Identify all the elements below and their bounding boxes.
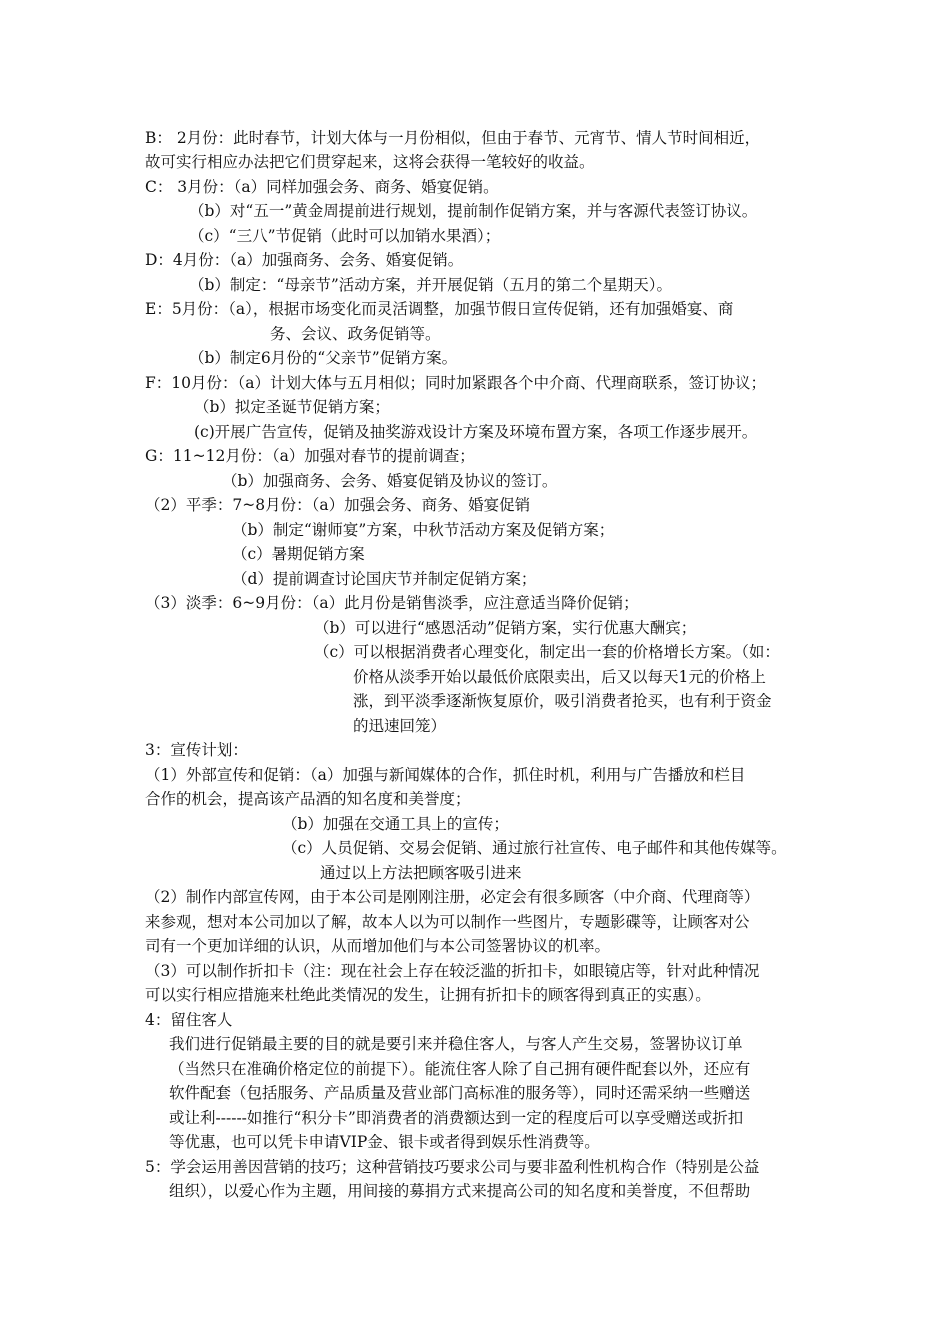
text-line: （c）人员促销、交易会促销、通过旅行社宣传、电子邮件和其他传媒等。 bbox=[282, 839, 787, 857]
text-line: 或让利------如推行“积分卡”即消费者的消费额达到一定的程度后可以享受赠送或折扣 bbox=[169, 1109, 744, 1127]
text-line: E：5月份：（a），根据市场变化而灵活调整，加强节假日宣传促销，还有加强婚宴、商 bbox=[145, 300, 734, 318]
text-line: 软件配套（包括服务、产品质量及营业部门高标准的服务等），同时还需采纳一些赠送 bbox=[169, 1084, 751, 1102]
text-line: （3）淡季：6~9月份：（a）此月份是销售淡季，应注意适当降价促销； bbox=[145, 594, 639, 612]
text-line: （c）暑期促销方案 bbox=[232, 545, 365, 563]
text-line: 3：宣传计划： bbox=[145, 741, 248, 759]
text-line: G：11~12月份：（a）加强对春节的提前调查； bbox=[145, 447, 475, 465]
text-line: （b）制定“谢师宴”方案，中秋节活动方案及促销方案； bbox=[232, 521, 615, 539]
text-line: F：10月份：（a）计划大体与五月相似；同时加紧跟各个中介商、代理商联系，签订协议； bbox=[145, 374, 766, 392]
text-line: （2）平季：7~8月份：（a）加强会务、商务、婚宴促销 bbox=[145, 496, 531, 514]
text-line: （当然只在准确价格定位的前提下）。能流住客人除了自己拥有硬件配套以外，还应有 bbox=[169, 1060, 751, 1078]
text-line: B： 2月份：此时春节，计划大体与一月份相似，但由于春节、元宵节、情人节时间相近， bbox=[145, 129, 761, 147]
text-line: （3）可以制作折扣卡（注：现在社会上存在较泛滥的折扣卡，如眼镜店等，针对此种情况 bbox=[145, 962, 760, 980]
text-line: （c）“三八”节促销（此时可以加销水果酒）； bbox=[189, 227, 501, 245]
text-line: 通过以上方法把顾客吸引进来 bbox=[320, 864, 522, 882]
text-line: 4：留住客人 bbox=[145, 1011, 233, 1029]
text-line: 可以实行相应措施来杜绝此类情况的发生，让拥有折扣卡的顾客得到真正的实惠）。 bbox=[145, 986, 711, 1004]
text-line: 的迅速回笼） bbox=[353, 717, 447, 735]
text-line: （b）加强商务、会务、婚宴促销及协议的签订。 bbox=[222, 472, 558, 490]
text-line: 涨，到平淡季逐渐恢复原价，吸引消费者抢买，也有利于资金 bbox=[353, 692, 772, 710]
text-line: 5：学会运用善因营销的技巧；这种营销技巧要求公司与要非盈利性机构合作（特别是公益 bbox=[145, 1158, 760, 1176]
text-line: D：4月份：（a）加强商务、会务、婚宴促销。 bbox=[145, 251, 464, 269]
text-line: （b）拟定圣诞节促销方案； bbox=[194, 398, 390, 416]
text-line: C： 3月份：（a）同样加强会务、商务、婚宴促销。 bbox=[145, 178, 499, 196]
text-line: （b）加强在交通工具上的宣传； bbox=[282, 815, 509, 833]
text-line: 价格从淡季开始以最低价底限卖出，后又以每天1元的价格上 bbox=[353, 668, 766, 686]
text-line: 组织），以爱心作为主题，用间接的募捐方式来提高公司的知名度和美誉度，不但帮助 bbox=[169, 1182, 751, 1200]
text-line: (c)开展广告宣传，促销及抽奖游戏设计方案及环境布置方案，各项工作逐步展开。 bbox=[194, 423, 758, 441]
text-line: （2）制作内部宣传网，由于本公司是刚刚注册，必定会有很多顾客（中介商、代理商等） bbox=[145, 888, 760, 906]
text-line: 务、会议、政务促销等。 bbox=[270, 325, 441, 343]
text-line: 等优惠，也可以凭卡申请VIP金、银卡或者得到娱乐性消费等。 bbox=[169, 1133, 600, 1151]
text-line: 来参观，想对本公司加以了解，故本人以为可以制作一些图片，专题影碟等，让顾客对公 bbox=[145, 913, 750, 931]
text-line: （d）提前调查讨论国庆节并制定促销方案； bbox=[232, 570, 537, 588]
text-line: （b）制定：“母亲节”活动方案，并开展促销（五月的第二个星期天）。 bbox=[189, 276, 673, 294]
text-line: （1）外部宣传和促销：（a）加强与新闻媒体的合作，抓住时机，利用与广告播放和栏目 bbox=[145, 766, 746, 784]
text-line: 故可实行相应办法把它们贯穿起来，这将会获得一笔较好的收益。 bbox=[145, 153, 595, 171]
text-line: （b）对“五一”黄金周提前进行规划，提前制作促销方案，并与客源代表签订协议。 bbox=[189, 202, 758, 220]
text-line: （b）制定6月份的“父亲节”促销方案。 bbox=[189, 349, 458, 367]
text-line: 司有一个更加详细的认识，从而增加他们与本公司签署协议的机率。 bbox=[145, 937, 611, 955]
text-line: 我们进行促销最主要的目的就是要引来并稳住客人，与客人产生交易，签署协议订单 bbox=[169, 1035, 743, 1053]
text-line: （c）可以根据消费者心理变化，制定出一套的价格增长方案。（如： bbox=[314, 643, 780, 661]
text-line: （b）可以进行“感恩活动”促销方案，实行优惠大酬宾； bbox=[314, 619, 697, 637]
text-line: 合作的机会，提高该产品酒的知名度和美誉度； bbox=[145, 790, 471, 808]
